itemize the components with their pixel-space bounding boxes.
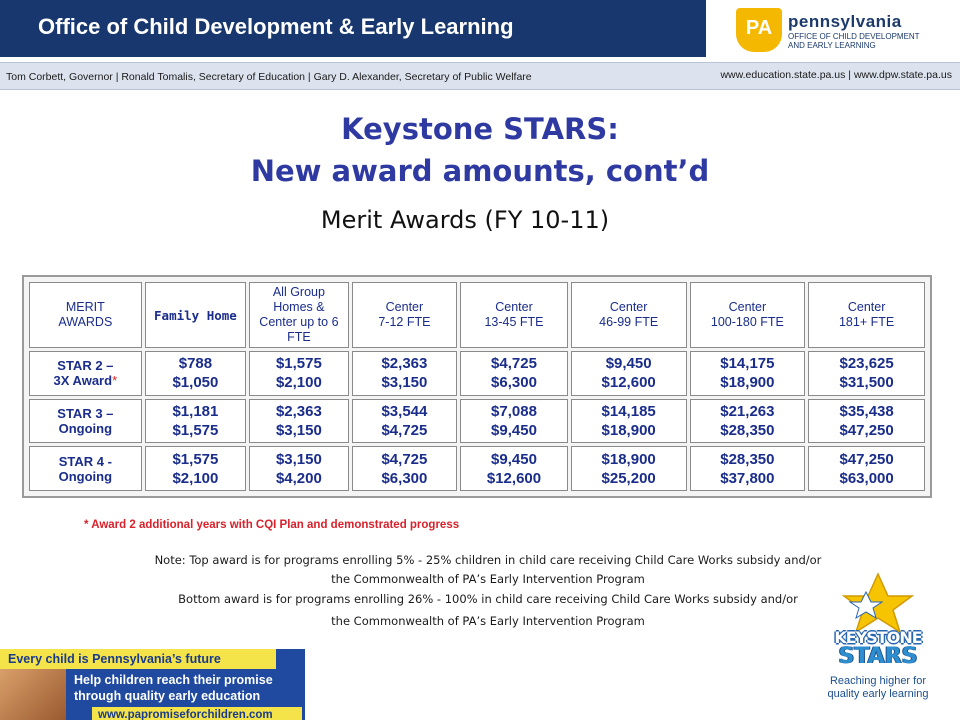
award-cell: $4,725 $6,300 (352, 446, 458, 491)
header-family-home: Family Home (145, 282, 247, 348)
logo-tagline: quality early learning (827, 688, 929, 700)
slide-title-line2: New award amounts, cont’d (250, 154, 710, 188)
award-cell: $35,438 $47,250 (808, 399, 925, 444)
banner-website-link[interactable]: www.papromiseforchildren.com (92, 707, 302, 720)
note-line: Bottom award is for programs enrolling 26% - 100% in child care receiving Child Care Works subsidy and/or (178, 592, 798, 606)
row-label: STAR 4 - Ongoing (29, 446, 142, 491)
header-merit-awards: MERIT AWARDS (29, 282, 142, 348)
award-cell: $2,363 $3,150 (249, 399, 348, 444)
award-cell: $3,150 $4,200 (249, 446, 348, 491)
note-line: Note: Top award is for programs enrolling 5% - 25% children in child care receiving Child Care Works subsidy and/or (154, 553, 822, 567)
award-cell: $2,363 $3,150 (352, 351, 458, 396)
header-center-13-45: Center 13-45 FTE (460, 282, 568, 348)
award-cell: $47,250 $63,000 (808, 446, 925, 491)
footnote: * Award 2 additional years with CQI Plan and demonstrated progress (84, 519, 460, 531)
award-cell: $18,900 $25,200 (571, 446, 687, 491)
table-row (29, 399, 925, 444)
header-center-7-12: Center 7-12 FTE (352, 282, 458, 348)
pa-promise-banner[interactable] (0, 649, 305, 720)
award-cell: $1,575 $2,100 (249, 351, 348, 396)
keystone-badge-icon: PA (736, 8, 782, 52)
award-cell: $3,544 $4,725 (352, 399, 458, 444)
website-links[interactable]: www.education.state.pa.us | www.dpw.state.pa.us (720, 69, 952, 81)
banner-headline-strip: Every child is Pennsylvania’s future (0, 649, 276, 669)
header-center-100-180: Center 100-180 FTE (690, 282, 806, 348)
award-cell: $21,263 $28,350 (690, 399, 806, 444)
award-cell: $23,625 $31,500 (808, 351, 925, 396)
logo-word-stars: STARS (838, 644, 918, 669)
row-label: STAR 3 – Ongoing (29, 399, 142, 444)
award-cell: $788 $1,050 (145, 351, 247, 396)
table-header-row (29, 282, 925, 348)
pa-logo-text: pennsylvania OFFICE OF CHILD DEVELOPMENT AND EARLY LEARNING (788, 12, 920, 50)
slide-title-line1: Keystone STARS: (341, 112, 619, 146)
banner-line: Help children reach their promise (74, 673, 273, 687)
note-line: the Commonwealth of PA’s Early Intervention Program (331, 572, 645, 586)
pa-logo (706, 0, 960, 62)
office-title: Office of Child Development & Early Learning (38, 14, 514, 39)
table-row (29, 351, 925, 396)
award-cell: $1,575 $2,100 (145, 446, 247, 491)
award-cell: $9,450 $12,600 (460, 446, 568, 491)
logo-tagline: Reaching higher for (829, 675, 926, 687)
star-icon (818, 572, 938, 632)
header-center-46-99: Center 46-99 FTE (571, 282, 687, 348)
merit-awards-table (22, 275, 932, 498)
award-cell: $4,725 $6,300 (460, 351, 568, 396)
slide-subtitle: Merit Awards (FY 10-11) (320, 206, 610, 234)
row-label: STAR 2 – 3X Award* (29, 351, 142, 396)
award-cell: $14,175 $18,900 (690, 351, 806, 396)
header-group-homes: All Group Homes & Center up to 6 FTE (249, 282, 348, 348)
award-cell: $7,088 $9,450 (460, 399, 568, 444)
award-cell: $9,450 $12,600 (571, 351, 687, 396)
children-photo (0, 669, 66, 720)
officials-bar (0, 62, 960, 90)
header-bar (0, 0, 706, 57)
award-cell: $14,185 $18,900 (571, 399, 687, 444)
table-row (29, 446, 925, 491)
officials-text: Tom Corbett, Governor | Ronald Tomalis, Secretary of Education | Gary D. Alexander, Secretary of Public Welfare (6, 71, 532, 83)
banner-line: through quality early education (74, 689, 261, 703)
award-cell: $28,350 $37,800 (690, 446, 806, 491)
award-cell: $1,181 $1,575 (145, 399, 247, 444)
logo-word-keystone: KEYSTONE (834, 628, 922, 647)
header-center-181-plus: Center 181+ FTE (808, 282, 925, 348)
note-line: the Commonwealth of PA’s Early Intervention Program (331, 614, 645, 628)
keystone-stars-logo (818, 572, 938, 712)
